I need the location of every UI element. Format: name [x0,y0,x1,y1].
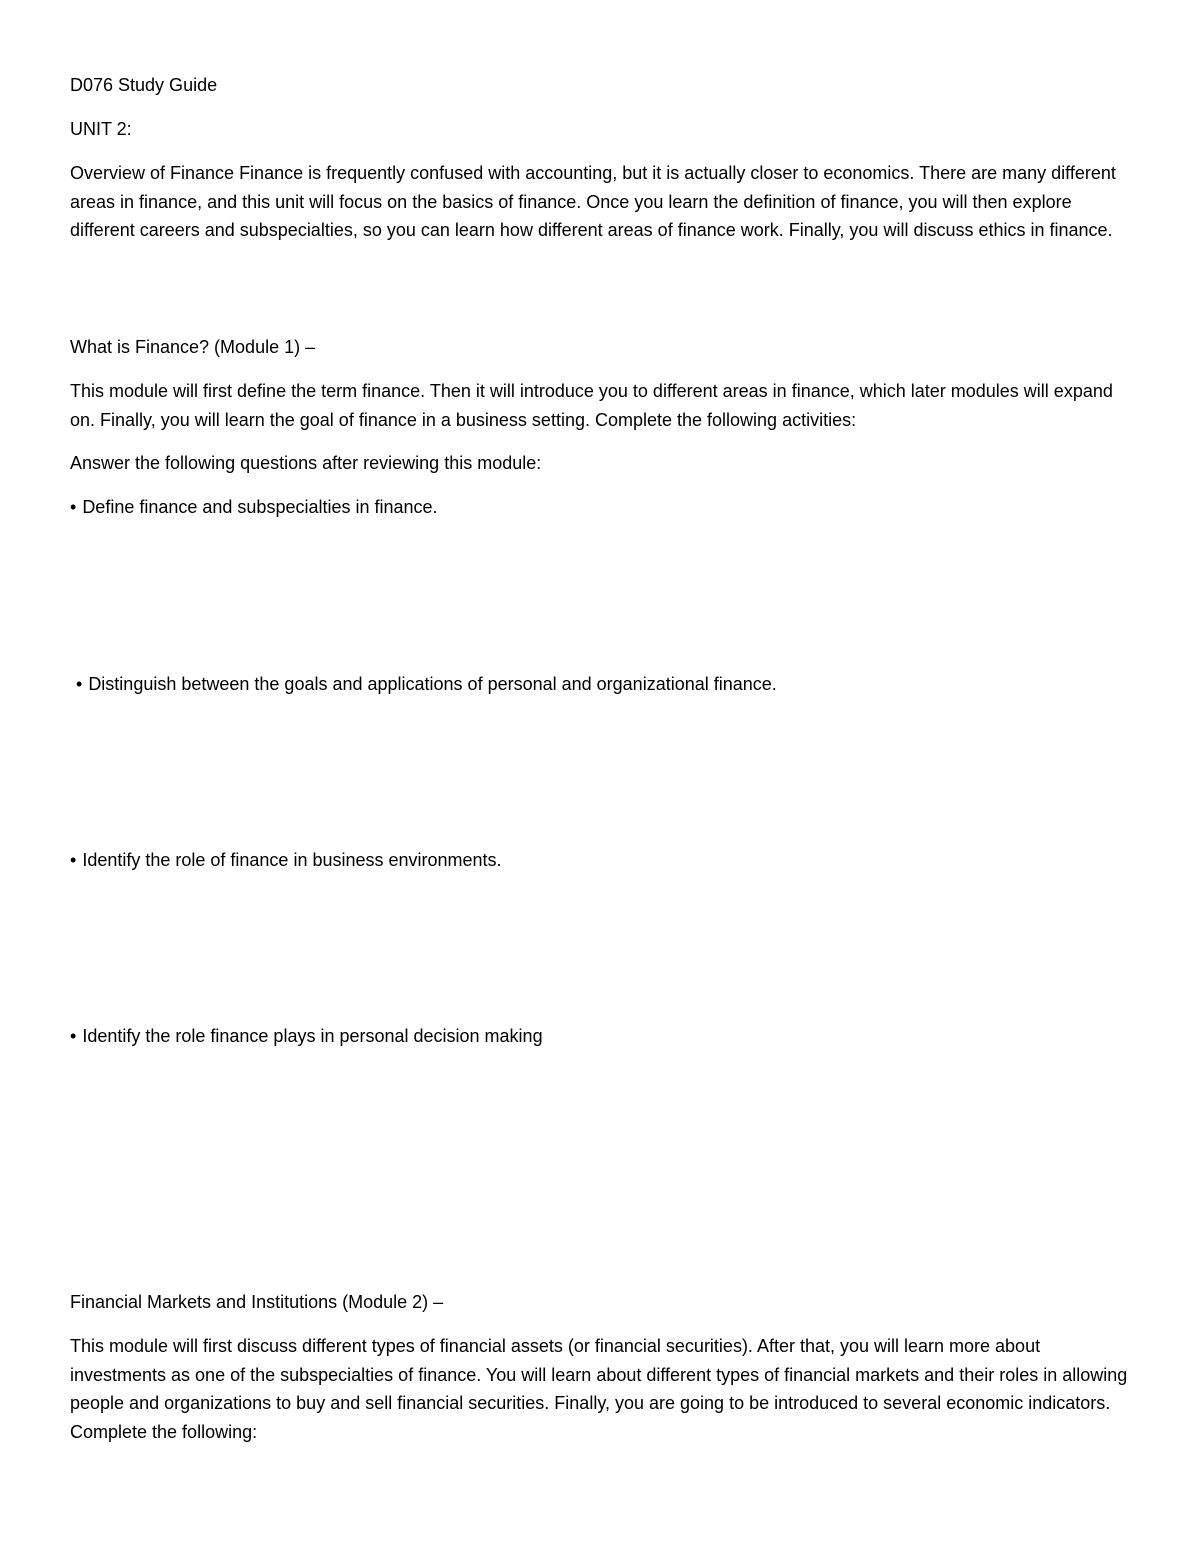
module-1-heading: What is Finance? (Module 1) – [70,337,316,357]
bullet-icon: • [70,850,77,870]
question-text: Identify the role of finance in business environments. [82,850,502,870]
bullet-icon: • [70,497,77,517]
question-text: Define finance and subspecialties in finance. [82,497,438,517]
module-1-description: This module will first define the term finance. Then it will introduce you to different areas in finance, which later modules will expand on. Finally, you will learn the goal of finance in a business setting. Complete the following activities: [70,381,1113,430]
question-item [70,846,502,875]
question-text: Identify the role finance plays in personal decision making [82,1026,543,1046]
question-text: Distinguish between the goals and applications of personal and organizational finance. [88,674,777,694]
question-item [70,1022,543,1051]
unit-overview-paragraph: Overview of Finance Finance is frequently confused with accounting, but it is actually closer to economics. There are many different areas in finance, and this unit will focus on the basics of finance. Once you learn the definition of finance, you will then explore different careers and subspecialties, so you can learn how different areas of finance work. Finally, you will discuss ethics in finance. [70,163,1116,241]
question-item [76,670,777,699]
bullet-icon: • [70,1026,77,1046]
unit-heading: UNIT 2: [70,119,132,139]
question-item [70,493,438,522]
module-2-heading: Financial Markets and Institutions (Module 2) – [70,1292,444,1312]
module-2-description: This module will first discuss different types of financial assets (or financial securities). After that, you will learn more about investments as one of the subspecialties of finance. You will learn about different types of financial markets and their roles in allowing people and organizations to buy and sell financial securities. Finally, you are going to be introduced to several economic indicators. Complete the following: [70,1336,1128,1442]
document-title: D076 Study Guide [70,75,218,95]
bullet-icon: • [76,674,83,694]
module-1-instructions: Answer the following questions after reviewing this module: [70,453,542,473]
